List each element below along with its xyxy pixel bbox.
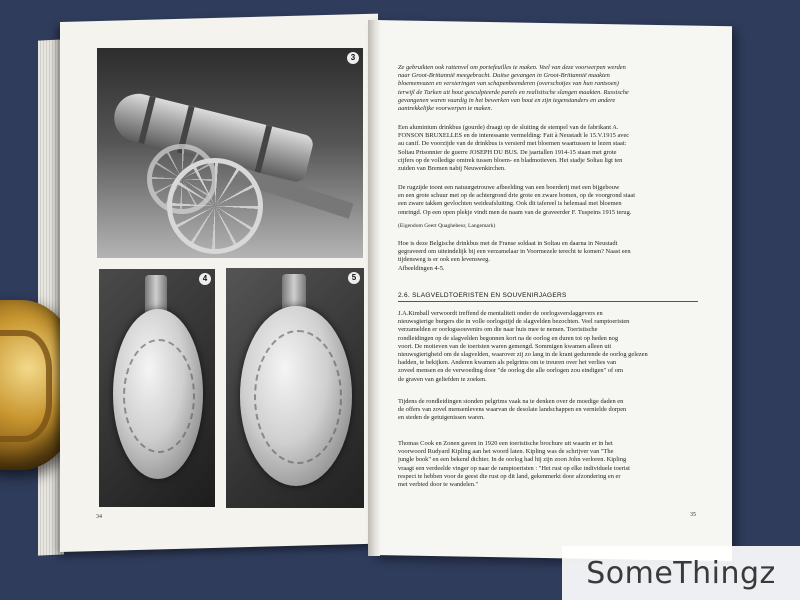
- watermark-text: SomeThingz: [586, 555, 776, 591]
- text-paragraph: [398, 184, 698, 217]
- text-line: Thomas Cook en Zonen gaven in 1920 een toeristische brochure uit waarin er in het: [398, 440, 613, 447]
- text-paragraph: [398, 310, 698, 384]
- text-line: Tijdens de rondleidingen stonden pelgrims vaak na te denken over de moedige daden en: [398, 398, 624, 405]
- watermark-banner: [562, 546, 800, 600]
- right-page-number: 35: [690, 512, 696, 518]
- text-line: jungle book" en een bekend dichter. In de oorlog had hij zijn zoon John verloren. Kipling: [398, 456, 627, 464]
- text-line: zuiden van Bremen nabij Neuwenkirchen.: [398, 165, 506, 173]
- text-line: De rugzijde toont een natuurgetrouwe afbeelding van een boerderij met een bijgebouw: [398, 184, 620, 191]
- text-line: de graven van geliefden te zoeken.: [398, 375, 487, 383]
- text-line: J.A.Kimball verwoordt treffend de mentaliteit onder de oorlogsverslaggevers en: [398, 310, 603, 317]
- photo-number-badge: 5: [348, 272, 360, 284]
- text-paragraph: [398, 124, 698, 173]
- text-line: de offers van zovel mensenlevens waarvan de desolate landschappen en vernielde dorpen: [398, 406, 627, 414]
- left-page-number: 34: [96, 514, 102, 520]
- text-line: vraagt een verdeelde vinger op naar de ramptoeristen : "Het rust op elke individuele toerist: [398, 464, 630, 472]
- text-line: Soltau Prisonnier de guerre JOSEPH DU BUS. De jaartallen 1914-15 staan met grote: [398, 148, 617, 156]
- text-line: terwijl de Turken uit hout gesculpteerde parels en realistische slangen maakten. Russische: [398, 88, 629, 96]
- text-line: tijdensweg is er ook een levensweg.: [398, 256, 490, 264]
- text-line: omringd. Op een open plekje vindt men de naam van de graveerder F. Tuspeins 1915 terug.: [398, 208, 632, 216]
- text-paragraph: [398, 440, 698, 489]
- flask-photo-back: [226, 268, 364, 508]
- text-line: respect te hebben voor de geest die rust op dit land, gekenmerkt door afzondering en er: [398, 472, 621, 480]
- text-line: Hoe is deze Belgische drinkbus met de Franse soldaat in Soltau en daarna in Neustadt: [398, 240, 618, 247]
- text-line: cijfers op de volledige omtrek tussen bloem- en bladmotieven. Het stadje Soltau ligt ten: [398, 156, 623, 164]
- text-line: een zware takken gevlochten weideafsluiting. Ook dit tafereel is helemaal met bloemen: [398, 200, 622, 208]
- cannon-wheel: [167, 158, 263, 254]
- section-heading: 2.6. SLAGVELDTOERISTEN EN SOUVENIRJAGERS: [398, 292, 698, 302]
- text-line: gegraveerd om uiteindelijk bij een verzamelaar in Voormezele terecht te komen? Naast een: [398, 248, 631, 256]
- text-line: nieuwsgierigheid om de slagvelden, waarover zij zo lang in de krant gedurende de oorlog gelezen: [398, 351, 648, 359]
- photo-number-badge: 3: [347, 52, 359, 64]
- text-line: naar Groot-Brittannië meegebracht. Duitse gevangen in Groot-Brittannië maakten: [398, 72, 610, 80]
- text-paragraph: [398, 64, 698, 113]
- text-line: en steden de getuigenissen waren.: [398, 414, 485, 422]
- text-line: verzamelden er oorlogssouvenirs om die naar huis mee te nemen. Toeristische: [398, 326, 598, 334]
- text-line: Een aluminium drinkbus (gourde) draagt op de sluiting de stempel van de fabrikant A.: [398, 124, 619, 131]
- text-line: (Eigendom Geert Quaghebeur, Langemark): [398, 223, 496, 229]
- text-line: nieuwsgierige burgers die in volle oorlogstijd de slagvelden bezochten. Veel ramptoeristen: [398, 318, 630, 326]
- photo-number-badge: 4: [199, 273, 211, 285]
- text-line: voorwoord Rudyard Kipling aan het woord laten. Kipling was de schrijver van "The: [398, 448, 614, 456]
- flask-photo-front: [99, 269, 215, 507]
- text-line: au canif. De voorzijde van de drinkbus is versierd met bloemen waartussen te lezen staat:: [398, 140, 627, 148]
- cannon-photo: [97, 48, 363, 258]
- text-line: aantrekkelijke voorwerpen te maken.: [398, 105, 493, 113]
- text-line: rondleidingen op de slagvelden begonnen kort na de oorlog en duren tot op heden nog: [398, 334, 619, 342]
- text-line: Afbeeldingen 4-5.: [398, 264, 445, 272]
- flask-engraving: [123, 339, 195, 453]
- text-line: en een grote schuur met op de achtergrond drie grote en zware bomen, op de voorgrond staat: [398, 192, 636, 200]
- text-caption: [398, 222, 698, 230]
- text-line: FONSON BRUXELLES en de interessante vermelding: Fait à Neustadt le 15.V.1915 avec: [398, 132, 630, 140]
- book-gutter: [368, 20, 380, 556]
- text-paragraph: [398, 240, 698, 273]
- text-line: voort. De motieven van de toeristen waren gemengd. Sommigen kwamen alleen uit: [398, 342, 612, 350]
- text-paragraph: [398, 398, 698, 423]
- text-line: bloemenvazen en versieringen van schapenbeenderen (overschotjes van hun rantsoen): [398, 80, 619, 88]
- text-line: zoveel mensen en de verwoeding door "de oorlog die alle oorlogen zou eindigen" of om: [398, 367, 623, 375]
- text-line: Ze gebruikten ook rattenvel om portefeuilles te maken. Veel van deze voorwerpen werden: [398, 64, 626, 71]
- text-line: met verbied door te wandelen.": [398, 481, 479, 489]
- text-line: gevangenen waren vaardig in het bewerken van hout en zijn tegenstanders en andere: [398, 96, 616, 104]
- flask-engraving: [254, 330, 342, 464]
- text-line: hadden, te bekijken. Anderen kwamen als pelgrims om te treuren over het verlies van: [398, 359, 617, 367]
